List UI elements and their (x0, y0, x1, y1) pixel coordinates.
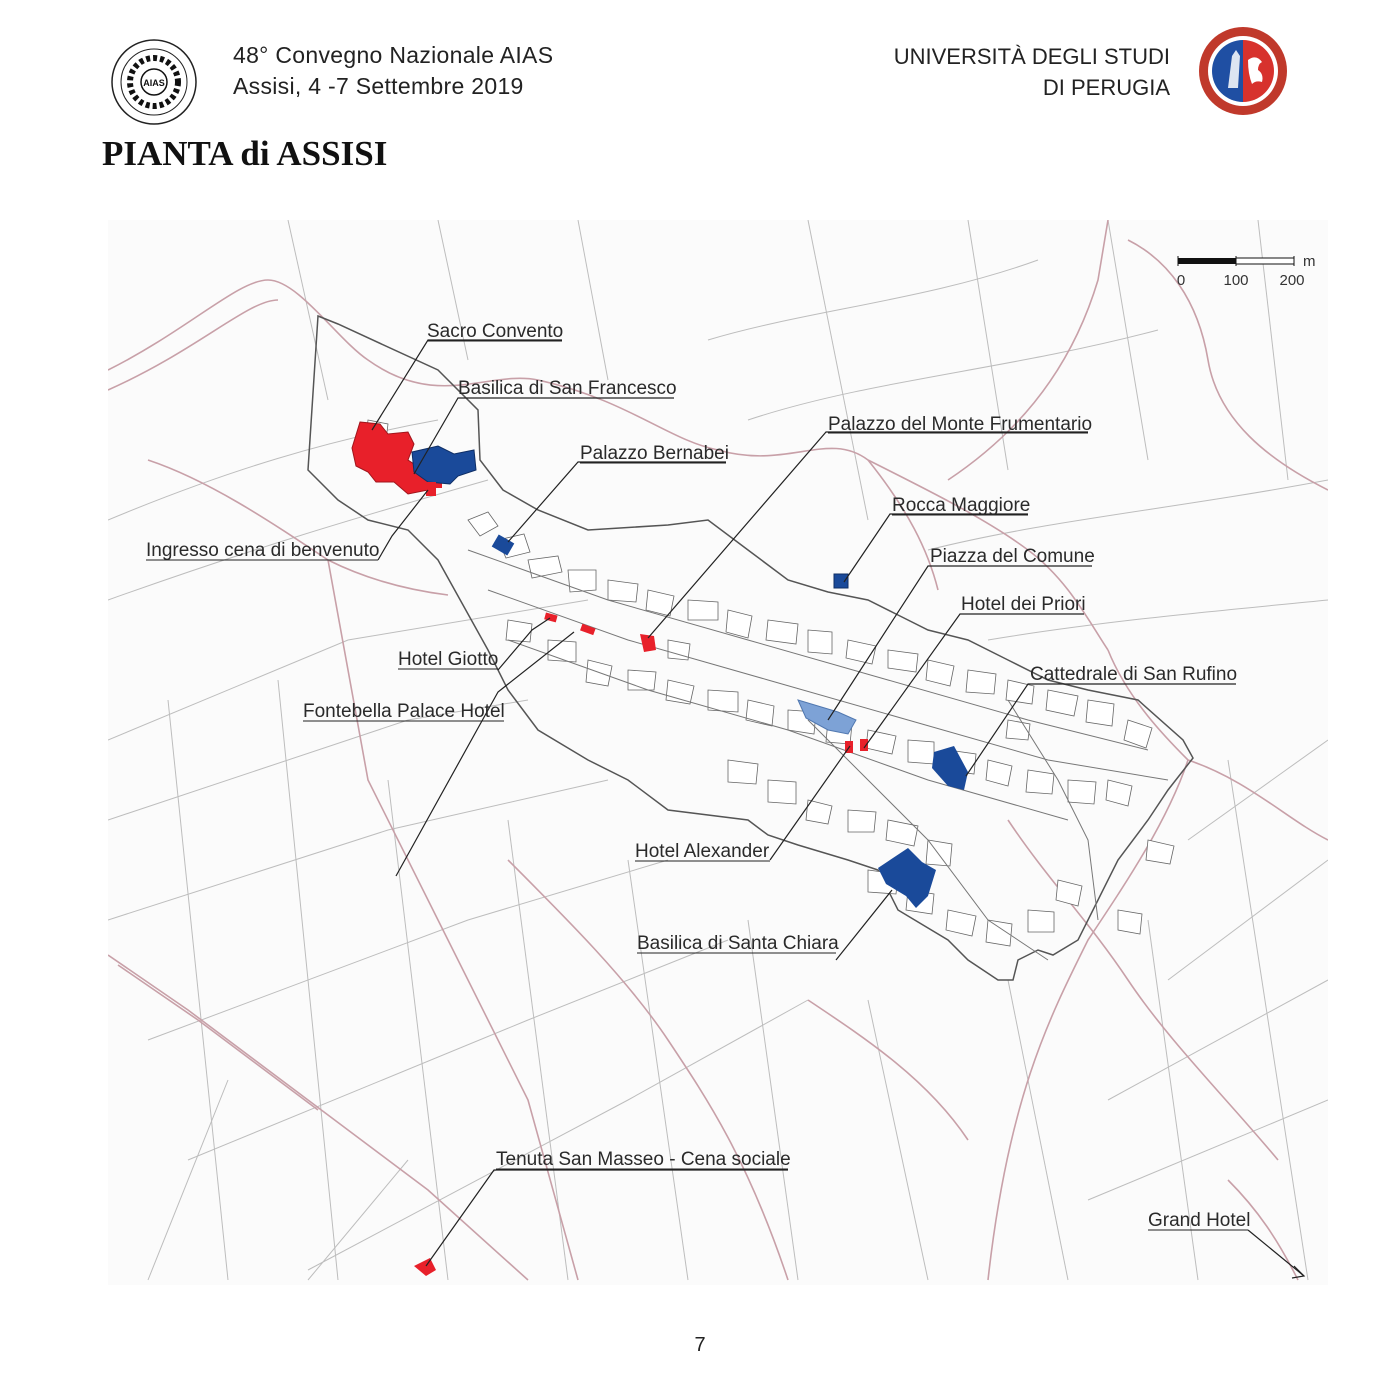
university-seal (1198, 26, 1288, 116)
label-tenuta-san-masseo: Tenuta San Masseo - Cena sociale (496, 1149, 791, 1170)
label-ingresso-cena: Ingresso cena di benvenuto (146, 540, 380, 561)
rocca-maggiore-building (834, 574, 848, 588)
label-fontebella-palace-hotel: Fontebella Palace Hotel (303, 701, 505, 722)
label-hotel-alexander: Hotel Alexander (635, 841, 770, 862)
label-sacro-convento: Sacro Convento (427, 321, 564, 342)
assisi-map (108, 220, 1328, 1285)
conference-title: 48° Convegno Nazionale AIAS (233, 42, 554, 68)
label-grand-hotel: Grand Hotel (1148, 1210, 1251, 1231)
label-piazza-del-comune: Piazza del Comune (930, 546, 1095, 567)
label-hotel-dei-priori: Hotel dei Priori (961, 594, 1086, 615)
label-hotel-giotto: Hotel Giotto (398, 649, 499, 670)
university-name-line2: DI PERUGIA (1042, 75, 1170, 100)
page-number: 7 (694, 1334, 706, 1356)
label-basilica-santa-chiara: Basilica di Santa Chiara (637, 933, 839, 954)
scale-tick-200: 200 (1279, 272, 1305, 289)
scale-tick-100: 100 (1223, 272, 1249, 289)
map-background (108, 220, 1328, 1285)
label-rocca-maggiore: Rocca Maggiore (892, 495, 1031, 516)
label-palazzo-monte-frumentario: Palazzo del Monte Frumentario (828, 414, 1093, 435)
page-title: PIANTA di ASSISI (102, 134, 388, 173)
label-basilica-san-francesco: Basilica di San Francesco (458, 378, 677, 399)
conference-dates: Assisi, 4 -7 Settembre 2019 (233, 73, 524, 99)
university-name-line1: UNIVERSITÀ DEGLI STUDI (893, 44, 1170, 69)
scale-tick-0: 0 (1176, 272, 1186, 289)
aias-logo-text: AIAS (143, 78, 165, 88)
ingresso-cena-marker (426, 482, 436, 496)
aias-logo (110, 38, 198, 126)
label-cattedrale-san-rufino: Cattedrale di San Rufino (1030, 664, 1238, 685)
label-palazzo-bernabei: Palazzo Bernabei (580, 443, 729, 464)
scale-unit: m (1303, 253, 1316, 270)
